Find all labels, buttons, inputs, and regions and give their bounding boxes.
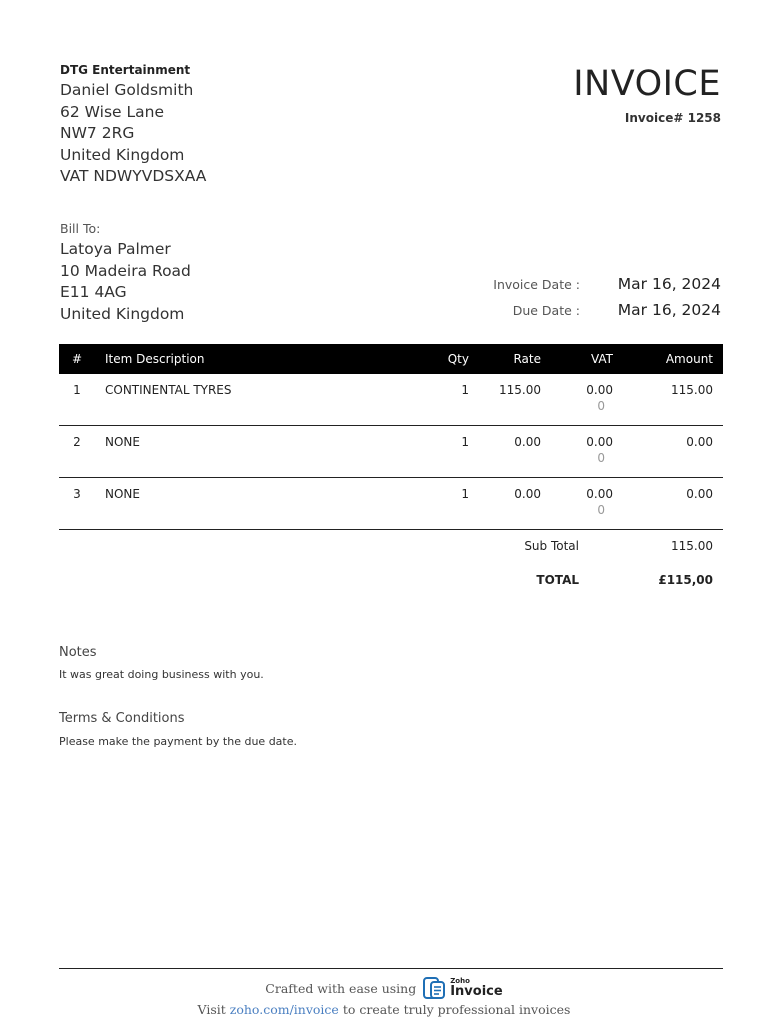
header-qty: Qty bbox=[399, 344, 479, 374]
brand-small: Zoho bbox=[450, 977, 470, 985]
row-vat bbox=[551, 426, 623, 478]
bill-to-line: United Kingdom bbox=[60, 304, 185, 323]
sender-line: VAT NDWYVDSXAA bbox=[60, 167, 207, 185]
row-rate: 0.00 bbox=[479, 478, 551, 530]
notes-title: Notes bbox=[59, 645, 97, 660]
sender-line: United Kingdom bbox=[60, 145, 185, 164]
bill-to-line: E11 4AG bbox=[60, 283, 127, 301]
row-description: NONE bbox=[95, 478, 399, 530]
bill-to-label: Bill To: bbox=[60, 221, 101, 236]
row-num: 3 bbox=[59, 478, 95, 530]
sender-address bbox=[60, 80, 206, 188]
zoho-invoice-logo bbox=[422, 976, 502, 1000]
row-num: 1 bbox=[59, 374, 95, 426]
total-value: £115,00 bbox=[658, 573, 713, 587]
table-row bbox=[59, 478, 723, 530]
header-num: # bbox=[59, 344, 95, 374]
row-description: CONTINENTAL TYRES bbox=[95, 374, 399, 426]
row-qty: 1 bbox=[399, 478, 479, 530]
zoho-invoice-link[interactable]: zoho.com/invoice bbox=[229, 1002, 339, 1017]
footer-tail-text: to create truly professional invoices bbox=[342, 1002, 571, 1017]
subtotal-label: Sub Total bbox=[524, 539, 579, 553]
row-vat-rate: 0 bbox=[597, 451, 605, 465]
row-rate: 115.00 bbox=[479, 374, 551, 426]
notes-text: It was great doing business with you. bbox=[59, 668, 264, 681]
table-row bbox=[59, 426, 723, 478]
header-vat: VAT bbox=[551, 344, 623, 374]
table-header-row bbox=[59, 344, 723, 374]
header-description: Item Description bbox=[95, 344, 399, 374]
footer-credit bbox=[0, 976, 768, 1000]
bill-to-line: Latoya Palmer bbox=[60, 240, 171, 258]
footer-divider bbox=[59, 968, 723, 969]
company-name: DTG Entertainment bbox=[60, 63, 191, 77]
footer-crafted-text: Crafted with ease using bbox=[265, 980, 417, 996]
row-description: NONE bbox=[95, 426, 399, 478]
sender-line: Daniel Goldsmith bbox=[60, 81, 194, 99]
due-date-value: Mar 16, 2024 bbox=[617, 301, 721, 319]
bill-to-address bbox=[60, 239, 191, 325]
subtotal-value: 115.00 bbox=[671, 539, 713, 553]
row-amount: 0.00 bbox=[623, 478, 723, 530]
row-vat-amount: 0.00 bbox=[586, 435, 613, 449]
header-rate: Rate bbox=[479, 344, 551, 374]
row-vat-amount: 0.00 bbox=[586, 383, 613, 397]
brand-big: Invoice bbox=[450, 984, 503, 999]
row-num: 2 bbox=[59, 426, 95, 478]
row-amount: 0.00 bbox=[623, 426, 723, 478]
row-vat-rate: 0 bbox=[597, 399, 605, 413]
terms-text: Please make the payment by the due date. bbox=[59, 735, 297, 748]
row-rate: 0.00 bbox=[479, 426, 551, 478]
header-amount: Amount bbox=[623, 344, 723, 374]
sender-line: 62 Wise Lane bbox=[60, 102, 164, 121]
row-vat bbox=[551, 374, 623, 426]
terms-title: Terms & Conditions bbox=[59, 711, 185, 726]
bill-to-line: 10 Madeira Road bbox=[60, 261, 191, 280]
footer-visit-text: Visit bbox=[197, 1002, 226, 1017]
invoice-date-label: Invoice Date : bbox=[493, 277, 580, 292]
row-vat-amount: 0.00 bbox=[586, 487, 613, 501]
footer-visit bbox=[0, 1002, 768, 1017]
total-label: TOTAL bbox=[536, 573, 579, 587]
invoice-date-value: Mar 16, 2024 bbox=[617, 275, 721, 293]
row-vat-rate: 0 bbox=[597, 503, 605, 517]
invoice-logo-icon bbox=[422, 976, 446, 1000]
sender-line: NW7 2RG bbox=[60, 124, 135, 142]
invoice-number: Invoice# 1258 bbox=[624, 111, 721, 125]
row-vat bbox=[551, 478, 623, 530]
invoice-title: INVOICE bbox=[573, 64, 721, 104]
table-row bbox=[59, 374, 723, 426]
row-qty: 1 bbox=[399, 426, 479, 478]
items-table bbox=[59, 344, 723, 530]
row-amount: 115.00 bbox=[623, 374, 723, 426]
due-date-label: Due Date : bbox=[512, 303, 580, 318]
row-qty: 1 bbox=[399, 374, 479, 426]
